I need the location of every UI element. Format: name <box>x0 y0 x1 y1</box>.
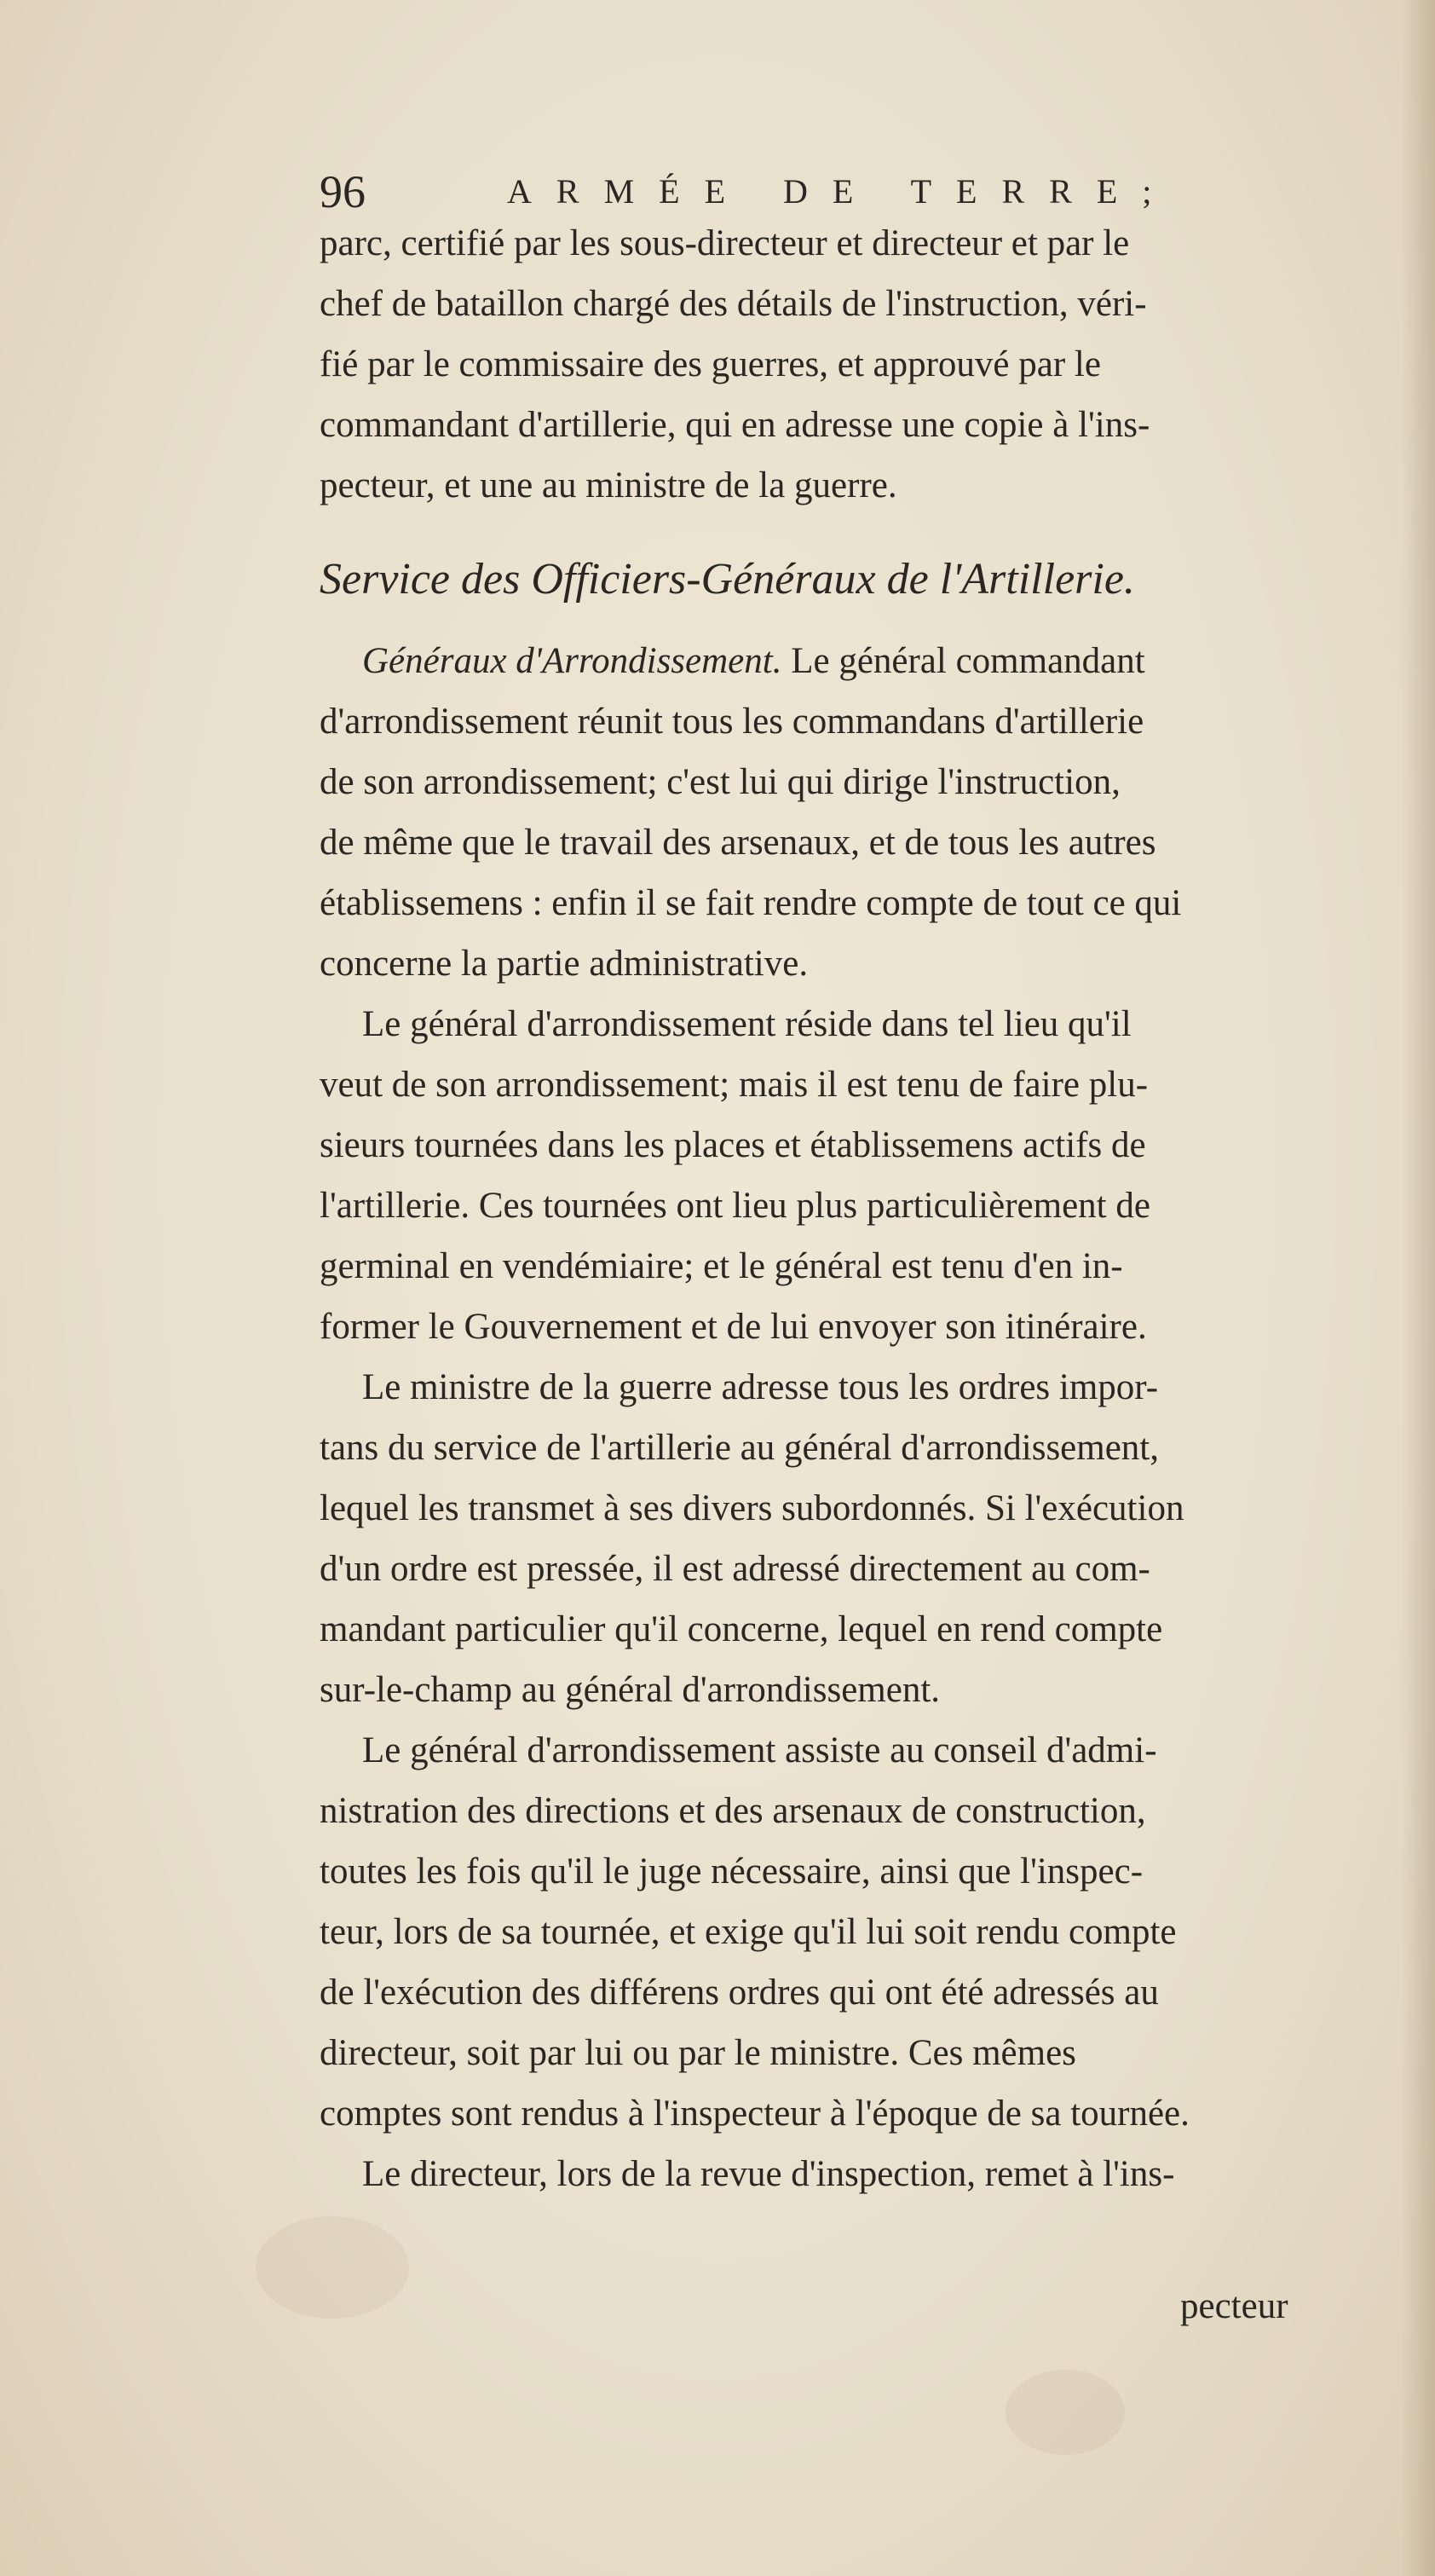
text-line: directeur, soit par lui ou par le ministre. Ces mêmes <box>320 2033 1076 2073</box>
text-line: toutes les fois qu'il le juge nécessaire, ainsi que l'inspec- <box>320 1851 1144 1892</box>
text-line: comptes sont rendus à l'inspecteur à l'époque de sa tournée. <box>320 2094 1190 2134</box>
text-line: commandant d'artillerie, qui en adresse une copie à l'ins- <box>320 405 1150 445</box>
text-line: nistration des directions et des arsenaux de construction, <box>320 1791 1146 1831</box>
text-line: concerne la partie administrative. <box>320 944 809 984</box>
text-line: teur, lors de sa tournée, et exige qu'il lui soit rendu compte <box>320 1912 1177 1952</box>
text-line: parc, certifié par les sous-directeur et directeur et par le <box>320 223 1130 263</box>
text-line: Le général d'arrondissement assiste au conseil d'admi- <box>362 1730 1157 1770</box>
text-line: veut de son arrondissement; mais il est tenu de faire plu- <box>320 1065 1149 1105</box>
page-edge-shadow <box>1401 0 1435 2576</box>
text-line: de l'exécution des différens ordres qui ont été adressés au <box>320 1972 1159 2013</box>
text-line: l'artillerie. Ces tournées ont lieu plus particulièrement de <box>320 1186 1150 1226</box>
text-run: Le général commandant <box>781 641 1145 681</box>
text-line: tans du service de l'artillerie au général d'arrondissement, <box>320 1428 1159 1468</box>
paper-stain <box>256 2216 409 2319</box>
text-line: sieurs tournées dans les places et établissemens actifs de <box>320 1125 1146 1165</box>
text-line: pecteur, et une au ministre de la guerre. <box>320 465 897 505</box>
text-line: de même que le travail des arsenaux, et de tous les autres <box>320 823 1156 863</box>
catchword: pecteur <box>1180 2286 1288 2326</box>
text-line: germinal en vendémiaire; et le général est tenu d'en in- <box>320 1246 1123 1286</box>
text-line: lequel les transmet à ses divers subordonnés. Si l'exécution <box>320 1488 1184 1528</box>
text-line: sur-le-champ au général d'arrondissement. <box>320 1670 941 1710</box>
text-line: fié par le commissaire des guerres, et approuvé par le <box>320 344 1101 384</box>
section-title: Service des Officiers-Généraux de l'Artillerie. <box>320 555 1135 604</box>
text-line: mandant particulier qu'il concerne, lequel en rend compte <box>320 1609 1163 1649</box>
text-line: de son arrondissement; c'est lui qui dirige l'instruction, <box>320 762 1121 802</box>
text-line: Le directeur, lors de la revue d'inspection, remet à l'ins- <box>362 2154 1175 2194</box>
subheading-italic: Généraux d'Arrondissement. <box>362 641 782 681</box>
text-line: d'arrondissement réunit tous les commandans d'artillerie <box>320 702 1144 742</box>
page-number: 96 <box>320 166 366 217</box>
text-line: Le ministre de la guerre adresse tous les ordres impor- <box>362 1367 1159 1407</box>
paragraph-first-line <box>320 631 1376 691</box>
text-line: former le Gouvernement et de lui envoyer son itinéraire. <box>320 1307 1147 1347</box>
running-head: ARMÉE DE TERRE; <box>507 172 1177 211</box>
text-line: établissemens : enfin il se fait rendre compte de tout ce qui <box>320 883 1182 923</box>
text-line: d'un ordre est pressée, il est adressé directement au com- <box>320 1549 1150 1589</box>
body-text <box>320 213 1376 2204</box>
text-line: chef de bataillon chargé des détails de l'instruction, véri- <box>320 284 1147 324</box>
paper-stain <box>1006 2370 1125 2455</box>
text-line: Le général d'arrondissement réside dans tel lieu qu'il <box>362 1004 1132 1044</box>
